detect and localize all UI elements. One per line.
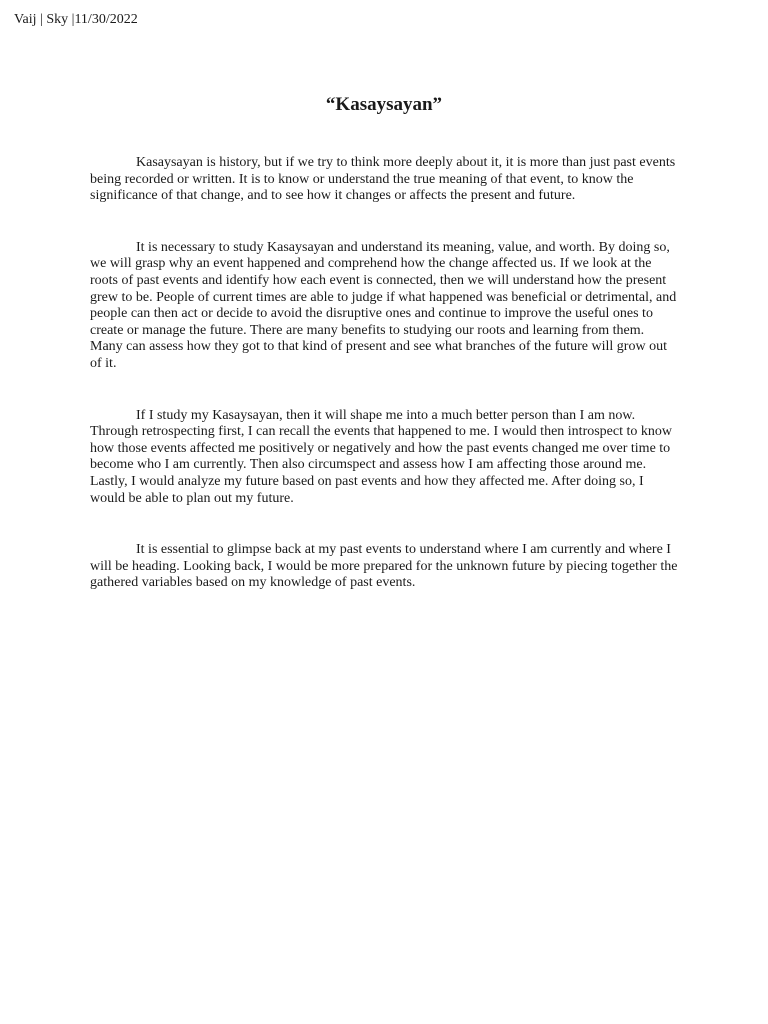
- document-title: “Kasaysayan”: [325, 94, 443, 115]
- document-body: [90, 155, 680, 627]
- document-header: Vaij | Sky |11/30/2022: [14, 12, 138, 27]
- paragraph-1: Kasaysayan is history, but if we try to think more deeply about it, it is more than just past events being recorded or written. It is to know or understand the true meaning of that event, to know the significance of that change, and to see how it changes or affects the present and future.: [90, 155, 676, 204]
- paragraph-2: It is necessary to study Kasaysayan and understand its meaning, value, and worth. By doing so, we will grasp why an event happened and comprehend how the change affected us. If we look at the roots of past events and identify how each event is connected, then we will understand how the present grew to be. People of current times are able to judge if what happened was beneficial or detrimental, and people can then act or decide to avoid the disruptive ones and continue to improve the useful ones to create or manage the future. There are many benefits to studying our roots and learning from them. Many can assess how they got to that kind of present and see what branches of the future will grow out of it.: [90, 239, 677, 371]
- paragraph-3: If I study my Kasaysayan, then it will shape me into a much better person than I am now. Through retrospecting first, I can recall the events that happened to me. I would then introspect to know how those events affected me positively or negatively and how the past events changed me over time to become who I am currently. Then also circumspect and assess how I am affecting those around me. Lastly, I would analyze my future based on past events and how they affected me. After doing so, I would be able to plan out my future.: [90, 407, 672, 506]
- paragraph-4: It is essential to glimpse back at my past events to understand where I am currently and where I will be heading. Looking back, I would be more prepared for the unknown future by piecing together the gathered variables based on my knowledge of past events.: [90, 542, 678, 591]
